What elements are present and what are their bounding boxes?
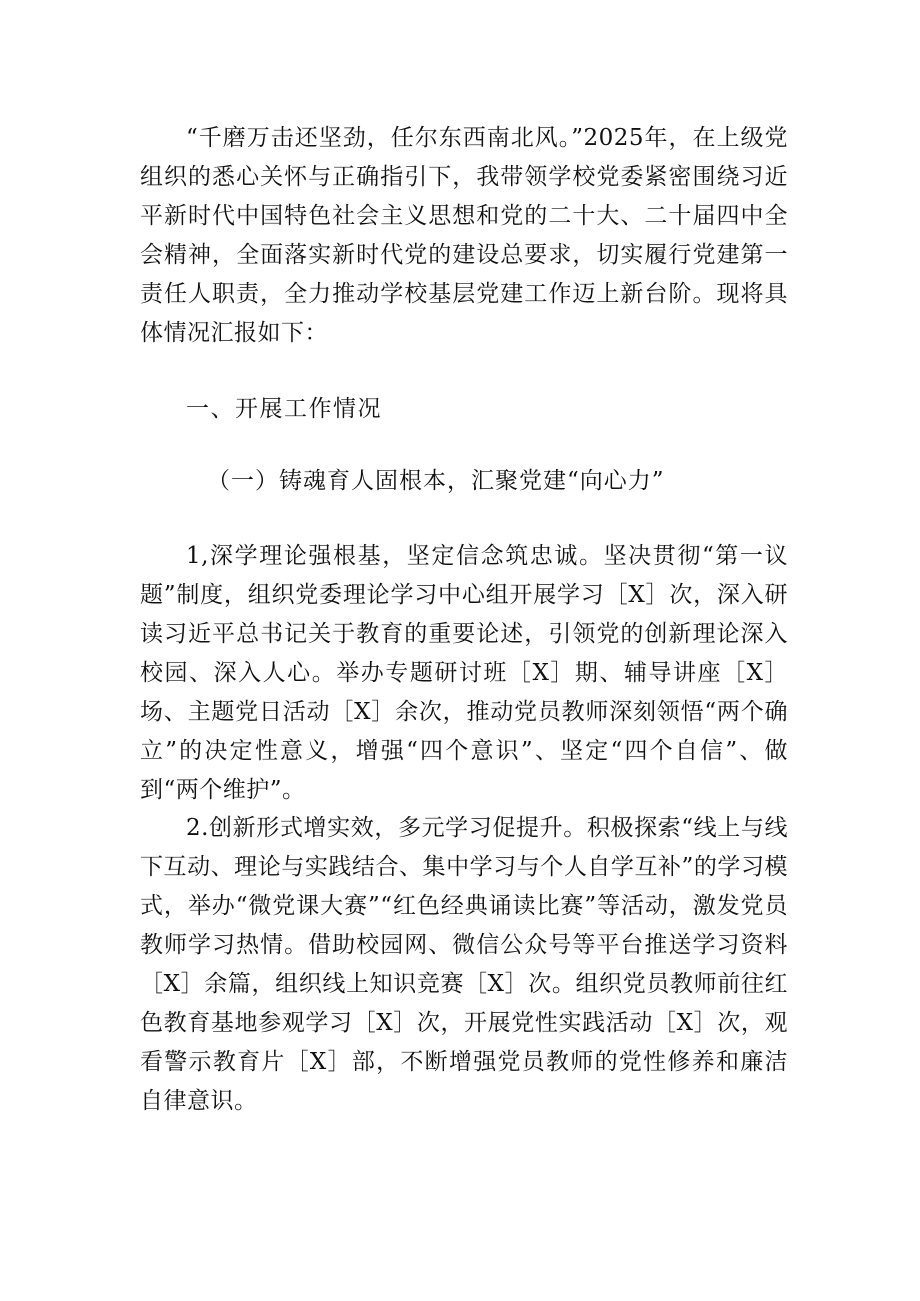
subsection-heading: （一）铸魂育人固根本，汇聚党建“向心力” <box>207 468 665 494</box>
item-2-paragraph: 2.创新形式增实效，多元学习促提升。积极探索“线上与线下互动、理论与实践结合、集中学习与个人自学互补”的学习模式，举办“微党课大赛”“红色经典诵读比赛”等活动，激发党员教师学习热情。借助校园网、微信公众号等平台推送学习资料［X］余篇，组织线上知识竞赛［X］次。组织党员教师前往红色教育基地参观学习［X］次，开展党性实践活动［X］次，观看警示教育片［X］部，不断增强党员教师的党性修养和廉洁自律意识。 <box>140 815 788 1114</box>
item-1-paragraph: 1,深学理论强根基，坚定信念筑忠诚。坚决贯彻“第一议题”制度，组织党委理论学习中心组开展学习［X］次，深入研读习近平总书记关于教育的重要论述，引领党的创新理论深入校园、深入人心。举办专题研讨班［X］期、辅导讲座［X］场、主题党日活动［X］余次，推动党员教师深刻领悟“两个确立”的决定性意义，增强“四个意识”、坚定“四个自信”、做到“两个维护”。 <box>140 543 788 803</box>
section-heading: 一、开展工作情况 <box>186 396 382 422</box>
intro-paragraph: “千磨万击还坚劲，任尔东西南北风。”2025年，在上级党组织的悉心关怀与正确指引下，我带领学校党委紧密围绕习近平新时代中国特色社会主义思想和党的二十大、二十届四中全会精神，全面落实新时代党的建设总要求，切实履行党建第一责任人职责，全力推动学校基层党建工作迈上新台阶。现将具体情况汇报如下： <box>140 125 788 346</box>
